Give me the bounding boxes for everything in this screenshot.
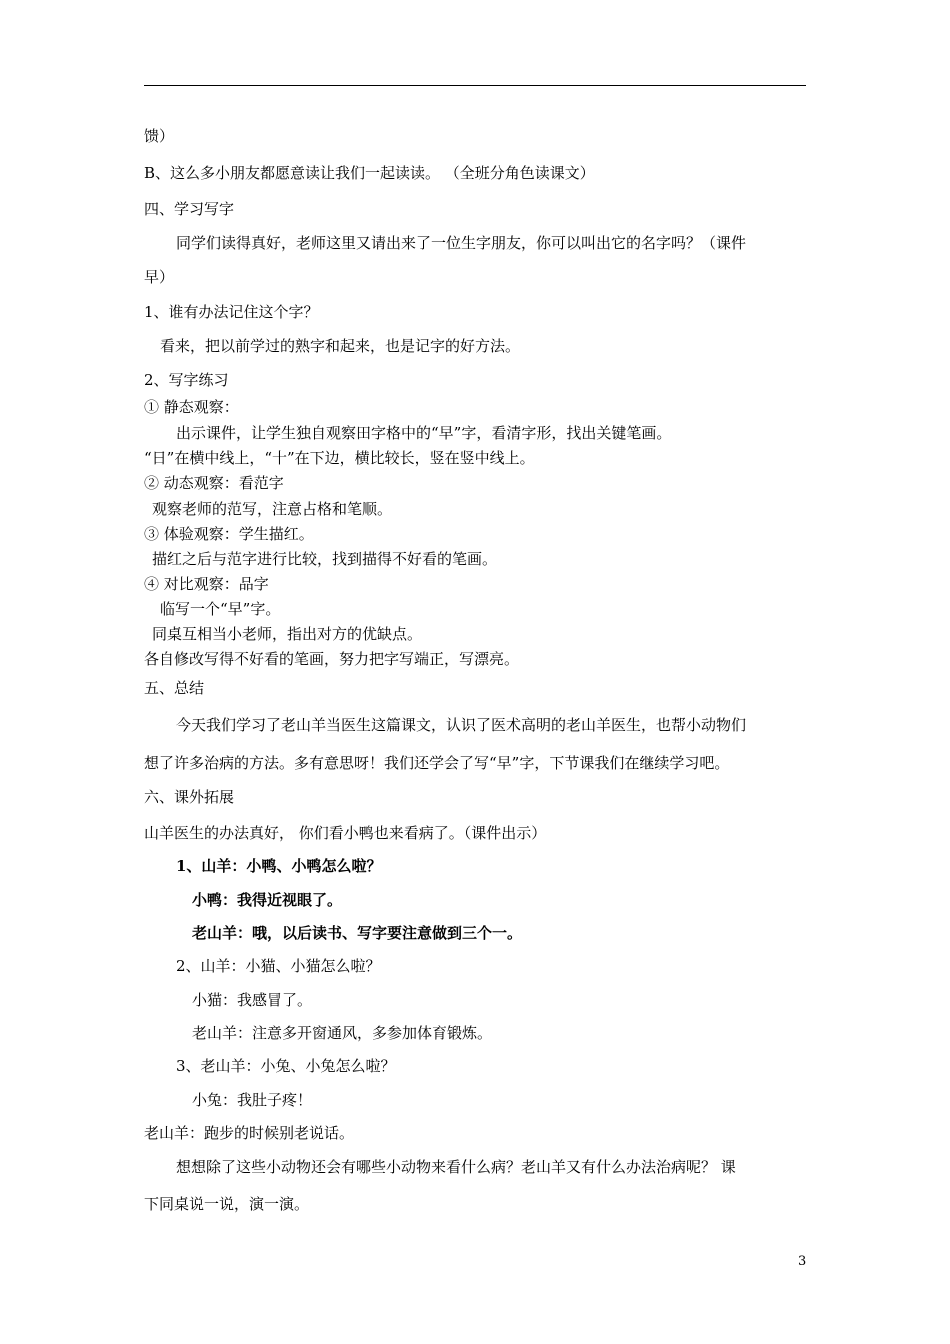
text-line: ③ 体验观察：学生描红。 xyxy=(144,525,314,543)
text-line: B、这么多小朋友都愿意读让我们一起读读。 （全班分角色读课文） xyxy=(144,164,595,182)
dialogue-line: 3、老山羊：小兔、小兔怎么啦？ xyxy=(176,1057,396,1075)
dialogue-line: 2、山羊：小猫、小猫怎么啦？ xyxy=(176,957,381,975)
text-line: 各自修改写得不好看的笔画，努力把字写端正，写漂亮。 xyxy=(144,650,520,668)
text-line: 想了许多治病的方法。多有意思呀！我们还学会了写“早”字，下节课我们在继续学习吧。 xyxy=(144,754,730,772)
dialogue-line: 小猫：我感冒了。 xyxy=(192,991,313,1009)
text-line: 同学们读得真好，老师这里又请出来了一位生字朋友，你可以叫出它的名字吗？（课件 xyxy=(176,234,747,252)
dialogue-line: 老山羊：跑步的时候别老说话。 xyxy=(144,1124,355,1142)
text-line: 看来，把以前学过的熟字和起来，也是记字的好方法。 xyxy=(160,337,521,355)
text-line: 下同桌说一说，演一演。 xyxy=(144,1195,310,1213)
text-line: ④ 对比观察：品字 xyxy=(144,575,269,593)
page-number: 3 xyxy=(798,1254,807,1269)
text-line: ② 动态观察：看范字 xyxy=(144,474,284,492)
text-line: 馈） xyxy=(144,127,175,145)
text-line: ① 静态观察： xyxy=(144,398,239,416)
section-heading: 六、课外拓展 xyxy=(144,788,235,806)
dialogue-line: 老山羊：哦，以后读书、写字要注意做到三个一。 xyxy=(192,924,523,942)
text-line: 早） xyxy=(144,268,175,286)
text-line: 观察老师的范写，注意占格和笔顺。 xyxy=(152,500,393,518)
dialogue-line: 老山羊：注意多开窗通风，多参加体育锻炼。 xyxy=(192,1024,493,1042)
text-line: 今天我们学习了老山羊当医生这篇课文，认识了医术高明的老山羊医生，也帮小动物们 xyxy=(176,716,747,734)
section-heading: 四、学习写字 xyxy=(144,200,235,218)
text-line: “日”在横中线上，“十”在下边，横比较长，竖在竖中线上。 xyxy=(144,449,535,467)
text-line: 2、写字练习 xyxy=(144,371,229,389)
text-line: 描红之后与范字进行比较，找到描得不好看的笔画。 xyxy=(152,550,498,568)
section-heading: 五、总结 xyxy=(144,679,205,697)
dialogue-line: 小兔：我肚子疼！ xyxy=(192,1091,313,1109)
text-line: 出示课件，让学生独自观察田字格中的“早”字，看清字形，找出关键笔画。 xyxy=(176,424,672,442)
text-line: 临写一个“早”字。 xyxy=(160,600,281,618)
text-line: 山羊医生的办法真好， 你们看小鸭也来看病了。（课件出示） xyxy=(144,824,547,842)
text-line: 1、谁有办法记住这个字？ xyxy=(144,303,319,321)
dialogue-line: 1、山羊：小鸭、小鸭怎么啦？ xyxy=(176,857,382,875)
dialogue-line: 小鸭：我得近视眼了。 xyxy=(192,891,343,909)
text-line: 想想除了这些小动物还会有哪些小动物来看什么病？老山羊又有什么办法治病呢？ 课 xyxy=(176,1158,736,1176)
text-line: 同桌互相当小老师，指出对方的优缺点。 xyxy=(152,625,423,643)
header-rule xyxy=(144,85,806,86)
